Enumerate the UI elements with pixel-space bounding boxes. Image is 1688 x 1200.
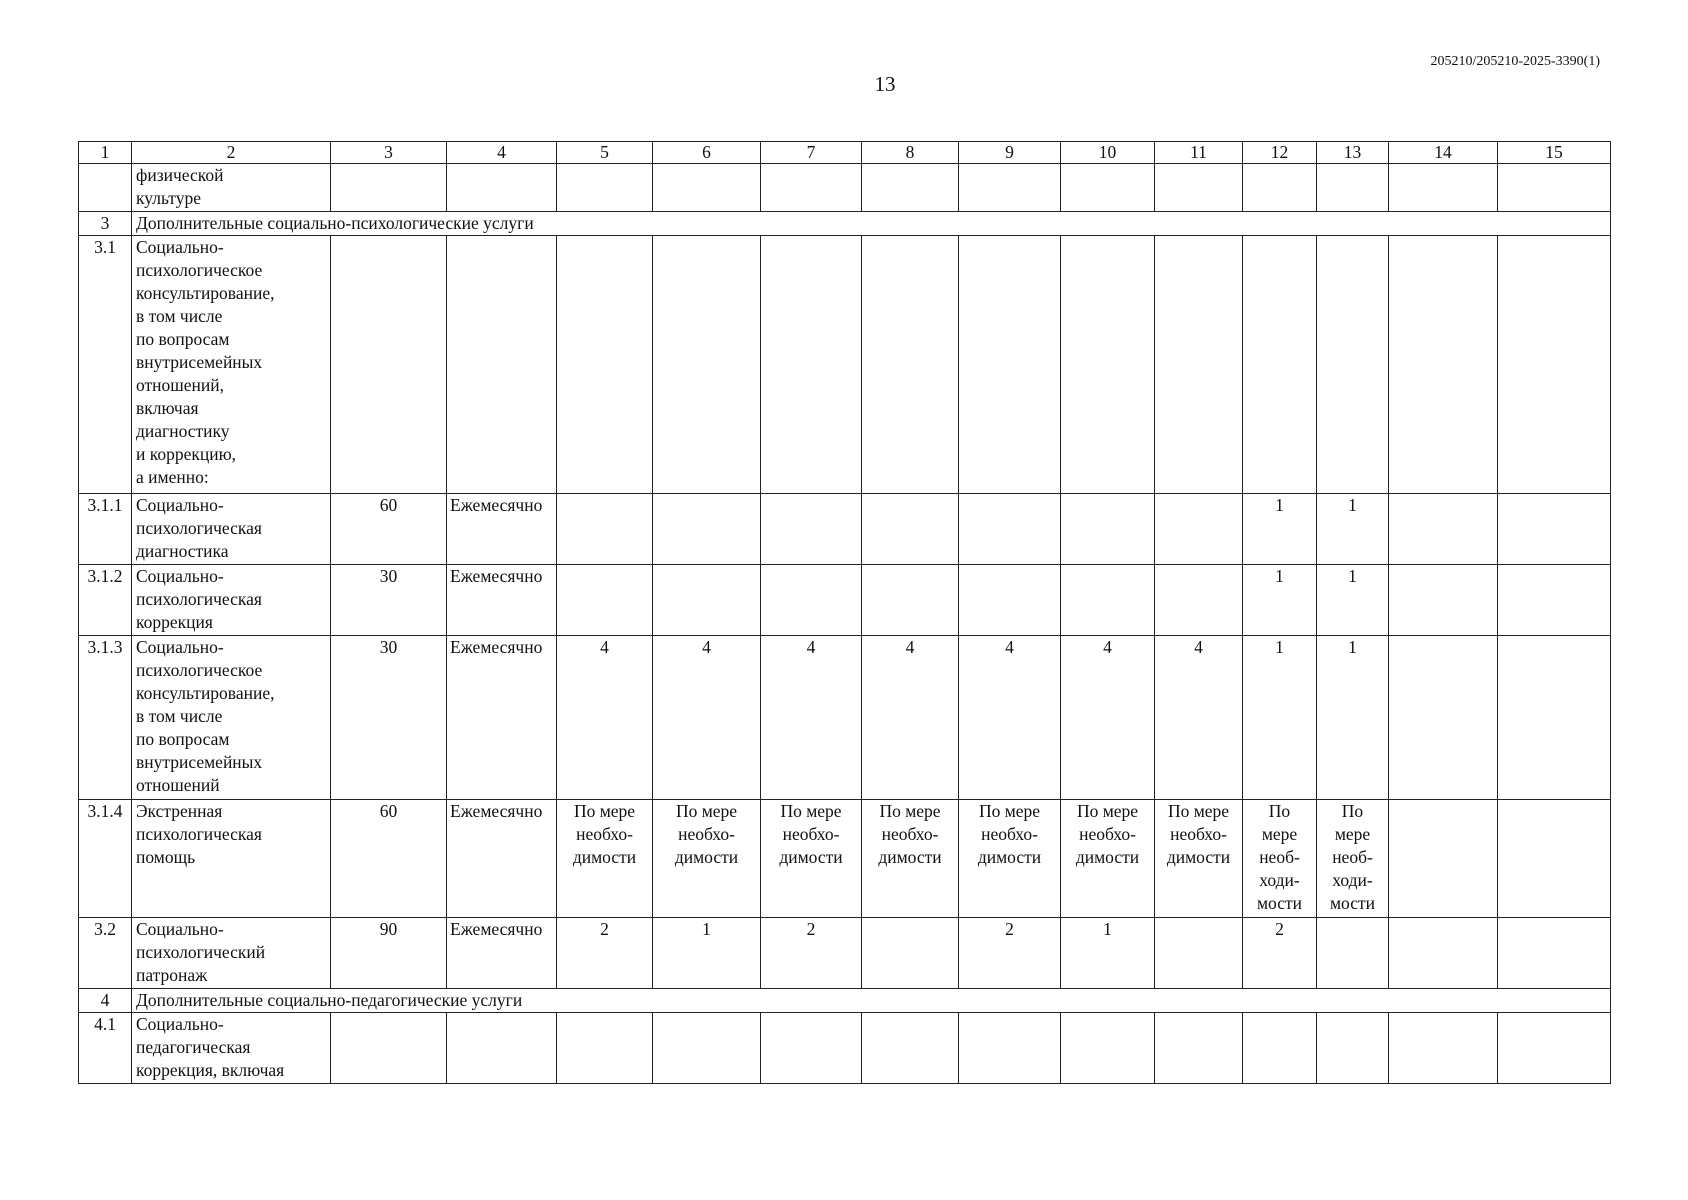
frequency: Ежемесячно xyxy=(447,565,557,636)
table-row xyxy=(79,236,1611,494)
service-name: Социально- психологическое консультирование, в том числе по вопросам внутрисемейных отношений, включая диагностику и коррекцию, а именно: xyxy=(132,236,331,494)
frequency: Ежемесячно xyxy=(447,636,557,800)
cell-value: 4 xyxy=(1155,636,1243,800)
service-name: Социально- психологическое консультирование, в том числе по вопросам внутрисемейных отношений xyxy=(132,636,331,800)
cell-value: 4 xyxy=(1061,636,1155,800)
row-code: 3.2 xyxy=(79,918,132,989)
cell-value: 1 xyxy=(1243,565,1317,636)
section-title: Дополнительные социально-психологические услуги xyxy=(132,212,1611,236)
row-code: 3.1.1 xyxy=(79,494,132,565)
cell-value: 4 xyxy=(959,636,1061,800)
row-code: 4 xyxy=(79,989,132,1013)
column-number-row xyxy=(79,142,1611,164)
time-norm: 30 xyxy=(331,565,447,636)
col-number: 4 xyxy=(447,142,557,164)
row-code: 3.1.2 xyxy=(79,565,132,636)
cell-value: 1 xyxy=(1061,918,1155,989)
section-row xyxy=(79,212,1611,236)
col-number: 15 xyxy=(1498,142,1611,164)
time-norm: 30 xyxy=(331,636,447,800)
frequency: Ежемесячно xyxy=(447,918,557,989)
section-title: Дополнительные социально-педагогические услуги xyxy=(132,989,1611,1013)
time-norm: 60 xyxy=(331,494,447,565)
cell-value: 2 xyxy=(959,918,1061,989)
service-name: Социально- педагогическая коррекция, включая xyxy=(132,1013,331,1084)
as-needed-cell: По мере необхо- димости xyxy=(1061,800,1155,918)
service-name: Социально- психологический патронаж xyxy=(132,918,331,989)
row-code: 4.1 xyxy=(79,1013,132,1084)
frequency: Ежемесячно xyxy=(447,800,557,918)
cell-value: 2 xyxy=(557,918,653,989)
col-number: 5 xyxy=(557,142,653,164)
cell-value: 1 xyxy=(1243,494,1317,565)
time-norm: 60 xyxy=(331,800,447,918)
as-needed-cell: По мере необхо- димости xyxy=(653,800,761,918)
table-row xyxy=(79,800,1611,918)
row-code: 3.1 xyxy=(79,236,132,494)
frequency: Ежемесячно xyxy=(447,494,557,565)
as-needed-cell: По мере необхо- димости xyxy=(761,800,862,918)
section-row xyxy=(79,989,1611,1013)
document-id: 205210/205210-2025-3390(1) xyxy=(1430,54,1600,69)
as-needed-cell: По мере необхо- димости xyxy=(862,800,959,918)
cell-value: 1 xyxy=(653,918,761,989)
col-number: 6 xyxy=(653,142,761,164)
col-number: 8 xyxy=(862,142,959,164)
cell-value: 1 xyxy=(1317,494,1389,565)
col-number: 10 xyxy=(1061,142,1155,164)
service-name: физической культуре xyxy=(132,164,331,212)
services-table xyxy=(78,141,1611,1084)
as-needed-cell: По мере необ- ходи- мости xyxy=(1243,800,1317,918)
cell-value: 1 xyxy=(1317,636,1389,800)
row-code: 3.1.4 xyxy=(79,800,132,918)
col-number: 2 xyxy=(132,142,331,164)
col-number: 7 xyxy=(761,142,862,164)
col-number: 9 xyxy=(959,142,1061,164)
as-needed-cell: По мере необхо- димости xyxy=(959,800,1061,918)
col-number: 11 xyxy=(1155,142,1243,164)
page-number: 13 xyxy=(874,72,896,96)
cell-value: 1 xyxy=(1243,636,1317,800)
col-number: 13 xyxy=(1317,142,1389,164)
as-needed-cell: По мере необхо- димости xyxy=(557,800,653,918)
cell-value: 2 xyxy=(1243,918,1317,989)
row-code: 3 xyxy=(79,212,132,236)
table-row xyxy=(79,918,1611,989)
cell-value: 4 xyxy=(761,636,862,800)
cell-value: 1 xyxy=(1317,565,1389,636)
cell-value: 2 xyxy=(761,918,862,989)
table-row xyxy=(79,164,1611,212)
cell-value: 4 xyxy=(862,636,959,800)
col-number: 3 xyxy=(331,142,447,164)
table-row xyxy=(79,565,1611,636)
service-name: Социально- психологическая диагностика xyxy=(132,494,331,565)
cell-value: 4 xyxy=(557,636,653,800)
service-name: Социально- психологическая коррекция xyxy=(132,565,331,636)
row-code xyxy=(79,164,132,212)
table-row xyxy=(79,1013,1611,1084)
cell-value: 4 xyxy=(653,636,761,800)
col-number: 12 xyxy=(1243,142,1317,164)
service-name: Экстренная психологическая помощь xyxy=(132,800,331,918)
table-row xyxy=(79,494,1611,565)
as-needed-cell: По мере необхо- димости xyxy=(1155,800,1243,918)
time-norm: 90 xyxy=(331,918,447,989)
table-row xyxy=(79,636,1611,800)
col-number: 14 xyxy=(1389,142,1498,164)
col-number: 1 xyxy=(79,142,132,164)
row-code: 3.1.3 xyxy=(79,636,132,800)
as-needed-cell: По мере необ- ходи- мости xyxy=(1317,800,1389,918)
